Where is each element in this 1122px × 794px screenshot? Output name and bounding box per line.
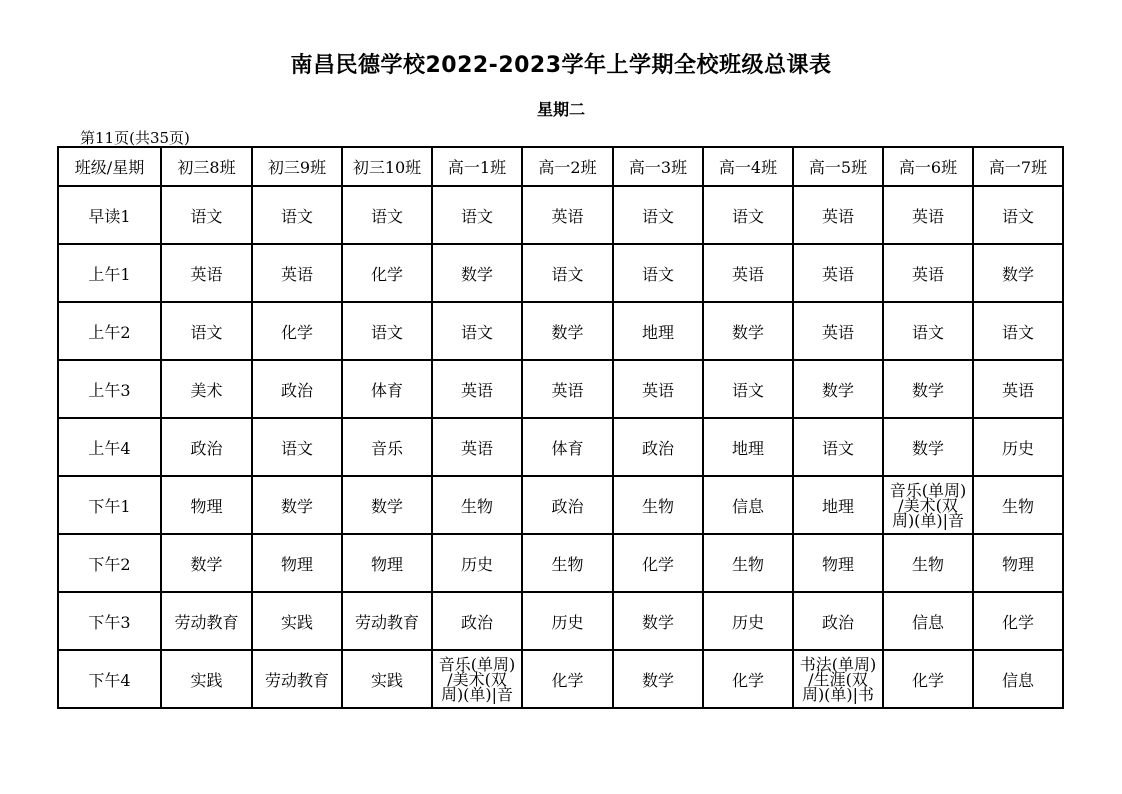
subject-cell: 劳动教育 <box>342 592 432 650</box>
subject-line: /生涯(双 <box>808 669 868 689</box>
subject-cell: 生物 <box>613 476 703 534</box>
subject-cell: 语文 <box>703 186 793 244</box>
subject-cell: 数学 <box>883 418 973 476</box>
subject-cell: 化学 <box>252 302 342 360</box>
subject-cell: 数学 <box>161 534 252 592</box>
subject-cell: 英语 <box>161 244 252 302</box>
subject-line: 周)(单)|书 <box>801 684 875 704</box>
subject-cell: 化学 <box>522 650 613 708</box>
subject-cell: 语文 <box>342 302 432 360</box>
subject-cell: 英语 <box>522 186 613 244</box>
subject-cell: 数学 <box>883 360 973 418</box>
subject-cell: 化学 <box>703 650 793 708</box>
subject-cell: 音乐 <box>342 418 432 476</box>
period-label: 下午3 <box>58 592 161 650</box>
period-label: 下午1 <box>58 476 161 534</box>
subject-cell: 政治 <box>161 418 252 476</box>
timetable <box>57 146 1064 709</box>
subject-line: 书法(单周) <box>799 654 877 674</box>
subject-cell: 语文 <box>161 302 252 360</box>
subject-cell: 化学 <box>613 534 703 592</box>
class-column-header: 高一4班 <box>703 147 793 186</box>
subject-cell: 政治 <box>432 592 522 650</box>
period-label: 上午2 <box>58 302 161 360</box>
subject-cell: 数学 <box>703 302 793 360</box>
table-row <box>58 302 1063 360</box>
subject-cell: 英语 <box>432 360 522 418</box>
subject-cell: 物理 <box>793 534 883 592</box>
subject-cell: 语文 <box>883 302 973 360</box>
subject-cell: 信息 <box>973 650 1063 708</box>
timetable-body <box>58 186 1063 708</box>
subject-cell: 美术 <box>161 360 252 418</box>
table-row <box>58 534 1063 592</box>
subject-cell: 生物 <box>432 476 522 534</box>
subject-cell: 物理 <box>342 534 432 592</box>
subject-cell: 数学 <box>432 244 522 302</box>
subject-cell: 数学 <box>613 592 703 650</box>
subject-cell: 政治 <box>793 592 883 650</box>
class-column-header: 初三8班 <box>161 147 252 186</box>
subject-cell: 英语 <box>793 302 883 360</box>
subject-cell: 数学 <box>342 476 432 534</box>
subject-cell: 语文 <box>342 186 432 244</box>
table-row <box>58 592 1063 650</box>
table-row <box>58 418 1063 476</box>
subject-cell: 政治 <box>613 418 703 476</box>
subject-cell: 政治 <box>522 476 613 534</box>
subject-cell: 英语 <box>973 360 1063 418</box>
class-column-header: 高一3班 <box>613 147 703 186</box>
subject-cell: 政治 <box>252 360 342 418</box>
subject-cell: 语文 <box>973 302 1063 360</box>
subject-cell <box>883 476 973 534</box>
table-row <box>58 650 1063 708</box>
corner-header: 班级/星期 <box>58 147 161 186</box>
class-column-header: 高一7班 <box>973 147 1063 186</box>
subject-cell: 劳动教育 <box>252 650 342 708</box>
subject-cell: 语文 <box>161 186 252 244</box>
subject-cell: 历史 <box>432 534 522 592</box>
subject-cell: 英语 <box>252 244 342 302</box>
class-column-header: 高一2班 <box>522 147 613 186</box>
subject-cell: 历史 <box>703 592 793 650</box>
subject-cell: 实践 <box>342 650 432 708</box>
subject-line: /美术(双 <box>447 669 507 689</box>
table-row <box>58 244 1063 302</box>
subject-cell: 地理 <box>613 302 703 360</box>
subject-cell: 地理 <box>703 418 793 476</box>
subject-cell: 英语 <box>883 244 973 302</box>
subject-cell: 劳动教育 <box>161 592 252 650</box>
subject-line: /美术(双 <box>898 495 958 515</box>
page-title: 南昌民德学校2022-2023学年上学期全校班级总课表 <box>290 53 832 78</box>
class-column-header: 高一1班 <box>432 147 522 186</box>
subject-line: 音乐(单周) <box>889 480 967 500</box>
subject-cell: 历史 <box>522 592 613 650</box>
subject-cell: 语文 <box>613 186 703 244</box>
subject-cell: 生物 <box>522 534 613 592</box>
subject-cell: 生物 <box>883 534 973 592</box>
subject-cell: 语文 <box>432 302 522 360</box>
subject-cell: 语文 <box>252 418 342 476</box>
subject-cell: 英语 <box>793 244 883 302</box>
subject-line: 周)(单)|音 <box>891 510 965 530</box>
subject-cell: 数学 <box>522 302 613 360</box>
subject-cell: 英语 <box>522 360 613 418</box>
subject-cell: 数学 <box>793 360 883 418</box>
table-row <box>58 360 1063 418</box>
class-column-header: 高一6班 <box>883 147 973 186</box>
table-row <box>58 476 1063 534</box>
subject-cell: 地理 <box>793 476 883 534</box>
subject-cell: 化学 <box>973 592 1063 650</box>
period-label: 下午4 <box>58 650 161 708</box>
subject-cell: 信息 <box>883 592 973 650</box>
subject-cell: 生物 <box>703 534 793 592</box>
subject-cell: 语文 <box>432 186 522 244</box>
subject-cell: 语文 <box>973 186 1063 244</box>
subject-cell: 语文 <box>613 244 703 302</box>
subject-cell: 语文 <box>793 418 883 476</box>
subject-line: 周)(单)|音 <box>440 684 514 704</box>
subject-cell: 体育 <box>342 360 432 418</box>
subject-cell: 物理 <box>973 534 1063 592</box>
subject-cell: 英语 <box>613 360 703 418</box>
subject-cell: 数学 <box>613 650 703 708</box>
subject-cell: 历史 <box>973 418 1063 476</box>
table-row <box>58 186 1063 244</box>
subject-cell: 实践 <box>252 592 342 650</box>
subject-cell: 英语 <box>883 186 973 244</box>
subject-cell: 数学 <box>252 476 342 534</box>
subject-cell: 语文 <box>703 360 793 418</box>
class-column-header: 高一5班 <box>793 147 883 186</box>
subject-cell: 物理 <box>252 534 342 592</box>
subject-cell: 体育 <box>522 418 613 476</box>
subject-cell: 物理 <box>161 476 252 534</box>
subject-cell <box>432 650 522 708</box>
subject-cell: 数学 <box>973 244 1063 302</box>
subject-line: 音乐(单周) <box>438 654 516 674</box>
subject-cell: 信息 <box>703 476 793 534</box>
period-label: 上午3 <box>58 360 161 418</box>
subject-cell: 化学 <box>342 244 432 302</box>
class-column-header: 初三9班 <box>252 147 342 186</box>
subject-cell: 语文 <box>522 244 613 302</box>
day-subtitle: 星期二 <box>536 100 585 119</box>
subject-cell: 英语 <box>703 244 793 302</box>
subject-cell: 英语 <box>432 418 522 476</box>
subject-cell: 化学 <box>883 650 973 708</box>
period-label: 上午4 <box>58 418 161 476</box>
period-label: 上午1 <box>58 244 161 302</box>
subject-cell: 语文 <box>252 186 342 244</box>
subject-cell <box>793 650 883 708</box>
page-number: 第11页(共35页) <box>80 129 190 147</box>
header-row <box>58 147 1063 186</box>
subject-cell: 英语 <box>793 186 883 244</box>
period-label: 早读1 <box>58 186 161 244</box>
subject-cell: 生物 <box>973 476 1063 534</box>
subject-cell: 实践 <box>161 650 252 708</box>
period-label: 下午2 <box>58 534 161 592</box>
class-column-header: 初三10班 <box>342 147 432 186</box>
